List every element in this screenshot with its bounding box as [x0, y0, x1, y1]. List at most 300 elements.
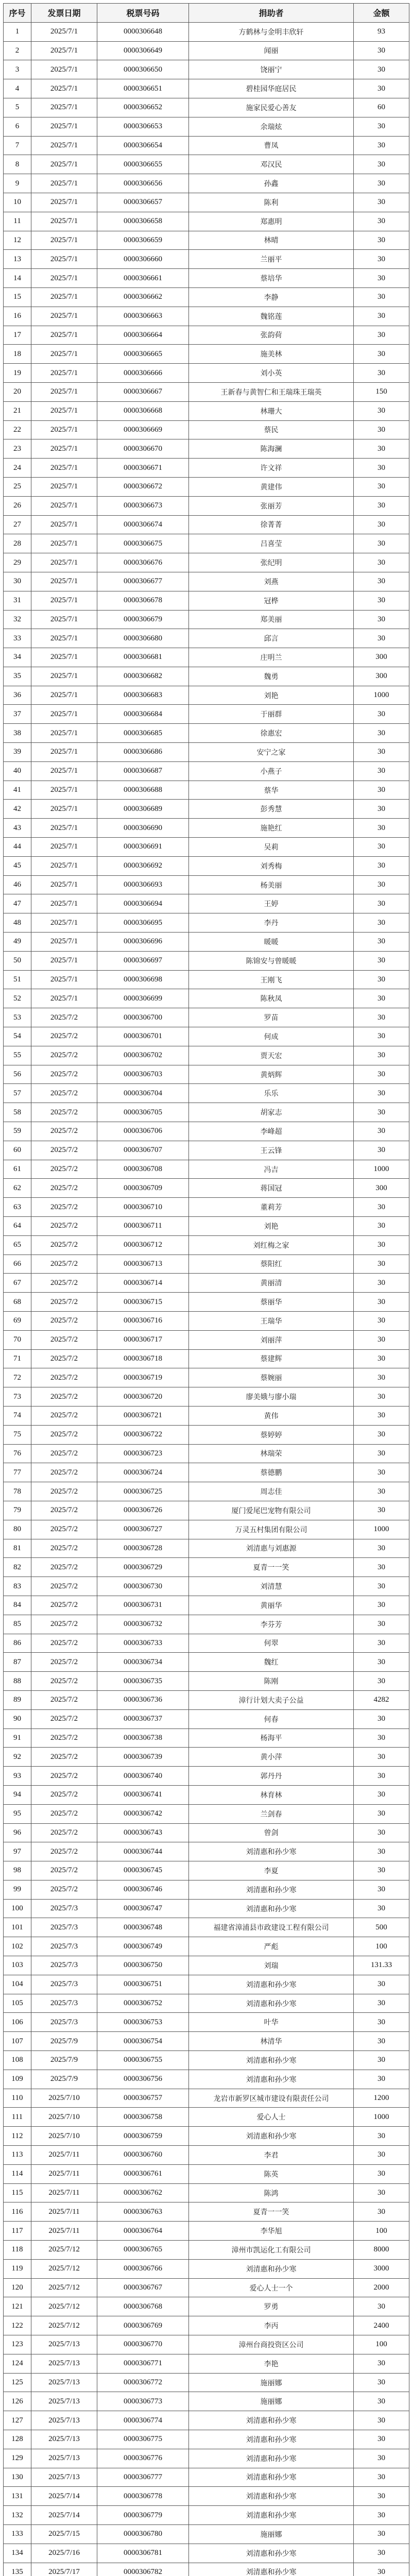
cell-donor: 林瑞荣: [189, 1444, 354, 1463]
cell-serial: 72: [4, 1368, 31, 1387]
table-row: [4, 1672, 409, 1691]
cell-invoice-date: 2025/7/11: [31, 2164, 97, 2183]
cell-serial: 8: [4, 155, 31, 174]
table-row: [4, 913, 409, 933]
table-row: [4, 1861, 409, 1880]
cell-invoice-date: 2025/7/13: [31, 2373, 97, 2392]
cell-amount: 1000: [354, 2108, 409, 2127]
cell-invoice-number: 0000306725: [97, 1482, 189, 1501]
cell-donor: 刘清惠和孙少寒: [189, 1880, 354, 1899]
cell-amount: 1000: [354, 1520, 409, 1539]
cell-invoice-number: 0000306741: [97, 1785, 189, 1804]
cell-amount: 30: [354, 1027, 409, 1046]
cell-donor: 彭秀慧: [189, 800, 354, 819]
cell-serial: 116: [4, 2202, 31, 2222]
cell-invoice-date: 2025/7/1: [31, 79, 97, 98]
cell-serial: 112: [4, 2127, 31, 2146]
cell-amount: 30: [354, 875, 409, 894]
cell-invoice-date: 2025/7/1: [31, 60, 97, 79]
cell-invoice-number: 0000306760: [97, 2146, 189, 2165]
cell-invoice-date: 2025/7/2: [31, 1767, 97, 1786]
table-row: [4, 1956, 409, 1975]
cell-serial: 84: [4, 1596, 31, 1615]
table-row: [4, 2222, 409, 2241]
cell-donor: 廖美娥与廖小瑞: [189, 1387, 354, 1406]
table-row: [4, 1558, 409, 1577]
table-row: [4, 2032, 409, 2051]
cell-invoice-number: 0000306782: [97, 2563, 189, 2576]
cell-donor: 碧桂园华庭居民: [189, 79, 354, 98]
cell-invoice-date: 2025/7/1: [31, 933, 97, 952]
cell-invoice-number: 0000306650: [97, 60, 189, 79]
cell-invoice-date: 2025/7/2: [31, 1198, 97, 1217]
cell-invoice-date: 2025/7/2: [31, 1709, 97, 1728]
cell-invoice-date: 2025/7/3: [31, 1899, 97, 1918]
cell-donor: 蔡建辉: [189, 1349, 354, 1368]
table-row: [4, 2070, 409, 2089]
cell-invoice-date: 2025/7/1: [31, 894, 97, 913]
cell-serial: 83: [4, 1577, 31, 1596]
cell-serial: 113: [4, 2146, 31, 2165]
cell-donor: 蔡丽华: [189, 1293, 354, 1312]
cell-invoice-number: 0000306698: [97, 970, 189, 989]
cell-amount: 30: [354, 1634, 409, 1653]
table-row: [4, 79, 409, 98]
cell-donor: 刘清惠和孙少寒: [189, 2127, 354, 2146]
cell-invoice-date: 2025/7/2: [31, 1160, 97, 1179]
cell-serial: 15: [4, 287, 31, 307]
cell-amount: 150: [354, 382, 409, 401]
cell-donor: 林清华: [189, 2032, 354, 2051]
cell-serial: 38: [4, 724, 31, 743]
cell-amount: 30: [354, 1558, 409, 1577]
cell-invoice-number: 0000306684: [97, 705, 189, 724]
cell-invoice-date: 2025/7/2: [31, 1463, 97, 1482]
cell-serial: 34: [4, 648, 31, 667]
cell-invoice-number: 0000306709: [97, 1179, 189, 1198]
cell-invoice-number: 0000306753: [97, 2013, 189, 2032]
cell-invoice-number: 0000306721: [97, 1406, 189, 1425]
cell-invoice-number: 0000306692: [97, 856, 189, 875]
cell-invoice-date: 2025/7/11: [31, 2202, 97, 2222]
table-row: [4, 326, 409, 345]
cell-serial: 39: [4, 743, 31, 762]
cell-invoice-date: 2025/7/15: [31, 2524, 97, 2544]
cell-donor: 刘清惠和孙少寒: [189, 2070, 354, 2089]
cell-serial: 135: [4, 2563, 31, 2576]
cell-donor: 李峰超: [189, 1122, 354, 1141]
cell-serial: 101: [4, 1918, 31, 1937]
cell-invoice-number: 0000306778: [97, 2487, 189, 2506]
cell-invoice-date: 2025/7/2: [31, 1122, 97, 1141]
cell-amount: 30: [354, 1122, 409, 1141]
cell-amount: 30: [354, 856, 409, 875]
cell-invoice-number: 0000306689: [97, 800, 189, 819]
cell-serial: 120: [4, 2278, 31, 2297]
cell-invoice-number: 0000306669: [97, 420, 189, 439]
table-row: [4, 439, 409, 459]
cell-invoice-date: 2025/7/1: [31, 781, 97, 800]
cell-amount: 30: [354, 933, 409, 952]
table-row: [4, 1653, 409, 1672]
cell-serial: 16: [4, 307, 31, 326]
cell-amount: 30: [354, 1255, 409, 1274]
table-row: [4, 231, 409, 250]
table-row: [4, 1008, 409, 1027]
cell-amount: 30: [354, 1330, 409, 1349]
table-row: [4, 174, 409, 193]
cell-donor: 李丹: [189, 913, 354, 933]
cell-amount: 30: [354, 970, 409, 989]
cell-invoice-date: 2025/7/1: [31, 913, 97, 933]
cell-invoice-number: 0000306770: [97, 2335, 189, 2354]
cell-donor: 杨海平: [189, 1728, 354, 1748]
cell-invoice-number: 0000306724: [97, 1463, 189, 1482]
cell-amount: 300: [354, 667, 409, 686]
table-row: [4, 667, 409, 686]
table-row: [4, 1103, 409, 1122]
cell-invoice-number: 0000306738: [97, 1728, 189, 1748]
cell-amount: 30: [354, 2373, 409, 2392]
cell-amount: 30: [354, 1065, 409, 1084]
cell-invoice-number: 0000306722: [97, 1425, 189, 1444]
cell-invoice-number: 0000306676: [97, 553, 189, 572]
table-row: [4, 1899, 409, 1918]
cell-donor: 万灵五村集团有限公司: [189, 1520, 354, 1539]
cell-invoice-number: 0000306681: [97, 648, 189, 667]
cell-invoice-number: 0000306695: [97, 913, 189, 933]
cell-donor: 兰丽平: [189, 250, 354, 269]
cell-amount: 30: [354, 1653, 409, 1672]
cell-invoice-date: 2025/7/13: [31, 2449, 97, 2468]
cell-donor: 罗苗: [189, 1008, 354, 1027]
table-row: [4, 287, 409, 307]
table-row: [4, 1577, 409, 1596]
cell-serial: 29: [4, 553, 31, 572]
cell-invoice-date: 2025/7/1: [31, 800, 97, 819]
cell-serial: 124: [4, 2354, 31, 2373]
cell-invoice-date: 2025/7/1: [31, 875, 97, 894]
cell-invoice-number: 0000306762: [97, 2183, 189, 2202]
table-row: [4, 743, 409, 762]
cell-donor: 蔡德鹏: [189, 1463, 354, 1482]
cell-invoice-number: 0000306768: [97, 2297, 189, 2316]
cell-donor: 刘清惠和孙少寒: [189, 2259, 354, 2278]
table-row: [4, 2392, 409, 2411]
cell-amount: 30: [354, 1577, 409, 1596]
cell-amount: 30: [354, 2430, 409, 2449]
cell-invoice-date: 2025/7/1: [31, 572, 97, 591]
cell-amount: 30: [354, 2051, 409, 2070]
cell-serial: 2: [4, 41, 31, 60]
cell-serial: 98: [4, 1861, 31, 1880]
table-row: [4, 989, 409, 1008]
cell-serial: 36: [4, 686, 31, 705]
table-row: [4, 2278, 409, 2297]
cell-invoice-date: 2025/7/1: [31, 269, 97, 288]
cell-invoice-number: 0000306677: [97, 572, 189, 591]
cell-serial: 117: [4, 2222, 31, 2241]
cell-invoice-date: 2025/7/14: [31, 2506, 97, 2525]
table-row: [4, 1501, 409, 1520]
table-row: [4, 2146, 409, 2165]
cell-amount: 30: [354, 572, 409, 591]
cell-serial: 58: [4, 1103, 31, 1122]
cell-amount: 30: [354, 2487, 409, 2506]
table-row: [4, 1084, 409, 1103]
cell-amount: 60: [354, 98, 409, 117]
cell-amount: 1000: [354, 1160, 409, 1179]
cell-donor: 黄小萍: [189, 1748, 354, 1767]
cell-amount: 30: [354, 2411, 409, 2430]
cell-invoice-number: 0000306769: [97, 2316, 189, 2335]
cell-serial: 96: [4, 1823, 31, 1842]
cell-invoice-date: 2025/7/2: [31, 1577, 97, 1596]
table-row: [4, 705, 409, 724]
table-row: [4, 800, 409, 819]
cell-donor: 刘清惠和孙少寒: [189, 1842, 354, 1861]
cell-invoice-date: 2025/7/1: [31, 553, 97, 572]
cell-amount: 30: [354, 1615, 409, 1634]
cell-amount: 30: [354, 515, 409, 534]
table-row: [4, 1179, 409, 1198]
cell-invoice-date: 2025/7/1: [31, 22, 97, 41]
cell-invoice-number: 0000306731: [97, 1596, 189, 1615]
cell-invoice-number: 0000306766: [97, 2259, 189, 2278]
cell-amount: 30: [354, 705, 409, 724]
cell-invoice-number: 0000306648: [97, 22, 189, 41]
table-body: [4, 22, 409, 2576]
cell-invoice-number: 0000306734: [97, 1653, 189, 1672]
cell-invoice-date: 2025/7/1: [31, 307, 97, 326]
cell-amount: 30: [354, 1539, 409, 1558]
cell-donor: 吕喜莹: [189, 534, 354, 553]
cell-invoice-number: 0000306707: [97, 1141, 189, 1160]
cell-donor: 徐菁菁: [189, 515, 354, 534]
table-header: [4, 4, 409, 23]
cell-amount: 30: [354, 1198, 409, 1217]
cell-invoice-date: 2025/7/2: [31, 1672, 97, 1691]
cell-amount: 30: [354, 1842, 409, 1861]
cell-serial: 9: [4, 174, 31, 193]
cell-invoice-date: 2025/7/1: [31, 136, 97, 155]
table-row: [4, 1520, 409, 1539]
table-row: [4, 951, 409, 970]
cell-donor: 贾天宏: [189, 1046, 354, 1065]
cell-donor: 刘清惠和孙少寒: [189, 1975, 354, 1994]
cell-invoice-date: 2025/7/1: [31, 459, 97, 478]
table-row: [4, 1748, 409, 1767]
cell-invoice-number: 0000306701: [97, 1027, 189, 1046]
cell-invoice-date: 2025/7/1: [31, 743, 97, 762]
cell-donor: 刘红梅之家: [189, 1235, 354, 1255]
cell-invoice-date: 2025/7/2: [31, 1084, 97, 1103]
cell-amount: 131.33: [354, 1956, 409, 1975]
cell-invoice-date: 2025/7/1: [31, 439, 97, 459]
cell-amount: 30: [354, 2506, 409, 2525]
cell-amount: 30: [354, 761, 409, 781]
cell-serial: 126: [4, 2392, 31, 2411]
table-row: [4, 1406, 409, 1425]
cell-donor: 蔡阳红: [189, 1255, 354, 1274]
cell-donor: 施丽娜: [189, 2524, 354, 2544]
table-row: [4, 1482, 409, 1501]
cell-amount: 30: [354, 1349, 409, 1368]
cell-amount: 1200: [354, 2089, 409, 2108]
cell-invoice-date: 2025/7/1: [31, 705, 97, 724]
cell-invoice-date: 2025/7/1: [31, 364, 97, 383]
cell-serial: 103: [4, 1956, 31, 1975]
cell-serial: 81: [4, 1539, 31, 1558]
cell-invoice-date: 2025/7/9: [31, 2070, 97, 2089]
cell-serial: 35: [4, 667, 31, 686]
cell-invoice-date: 2025/7/2: [31, 1141, 97, 1160]
cell-donor: 郭丹丹: [189, 1767, 354, 1786]
cell-invoice-number: 0000306740: [97, 1767, 189, 1786]
cell-amount: 30: [354, 1880, 409, 1899]
cell-invoice-number: 0000306697: [97, 951, 189, 970]
cell-donor: 何成: [189, 1027, 354, 1046]
cell-serial: 104: [4, 1975, 31, 1994]
cell-amount: 100: [354, 2335, 409, 2354]
cell-amount: 30: [354, 1728, 409, 1748]
cell-serial: 33: [4, 629, 31, 648]
table-row: [4, 2373, 409, 2392]
cell-amount: 30: [354, 1008, 409, 1027]
cell-donor: 李夏: [189, 1861, 354, 1880]
cell-serial: 62: [4, 1179, 31, 1198]
cell-amount: 8000: [354, 2241, 409, 2260]
cell-invoice-number: 0000306781: [97, 2544, 189, 2563]
table-row: [4, 515, 409, 534]
cell-amount: 1000: [354, 686, 409, 705]
table-row: [4, 1709, 409, 1728]
cell-invoice-date: 2025/7/2: [31, 1065, 97, 1084]
cell-serial: 125: [4, 2373, 31, 2392]
cell-invoice-date: 2025/7/1: [31, 591, 97, 610]
table-row: [4, 1634, 409, 1653]
cell-serial: 70: [4, 1330, 31, 1349]
cell-invoice-number: 0000306727: [97, 1520, 189, 1539]
cell-invoice-number: 0000306693: [97, 875, 189, 894]
table-row: [4, 496, 409, 515]
cell-amount: 30: [354, 534, 409, 553]
cell-serial: 53: [4, 1008, 31, 1027]
cell-invoice-number: 0000306653: [97, 117, 189, 136]
cell-invoice-date: 2025/7/12: [31, 2297, 97, 2316]
cell-invoice-number: 0000306668: [97, 401, 189, 420]
cell-invoice-number: 0000306750: [97, 1956, 189, 1975]
cell-serial: 89: [4, 1690, 31, 1709]
cell-serial: 65: [4, 1235, 31, 1255]
table-row: [4, 345, 409, 364]
cell-invoice-number: 0000306773: [97, 2392, 189, 2411]
cell-amount: 3000: [354, 2259, 409, 2278]
cell-donor: 严彪: [189, 1937, 354, 1956]
cell-invoice-number: 0000306657: [97, 193, 189, 212]
cell-invoice-number: 0000306780: [97, 2524, 189, 2544]
cell-amount: 30: [354, 2146, 409, 2165]
cell-serial: 132: [4, 2506, 31, 2525]
cell-invoice-number: 0000306661: [97, 269, 189, 288]
cell-invoice-date: 2025/7/2: [31, 1690, 97, 1709]
cell-donor: 乐乐: [189, 1084, 354, 1103]
cell-invoice-date: 2025/7/1: [31, 174, 97, 193]
cell-invoice-date: 2025/7/14: [31, 2487, 97, 2506]
cell-donor: 刘清惠和孙少寒: [189, 2411, 354, 2430]
cell-serial: 55: [4, 1046, 31, 1065]
cell-amount: 30: [354, 420, 409, 439]
cell-invoice-date: 2025/7/1: [31, 41, 97, 60]
table-row: [4, 155, 409, 174]
table-row: [4, 553, 409, 572]
cell-invoice-number: 0000306737: [97, 1709, 189, 1728]
cell-invoice-number: 0000306723: [97, 1444, 189, 1463]
table-row: [4, 629, 409, 648]
cell-invoice-date: 2025/7/1: [31, 856, 97, 875]
cell-invoice-number: 0000306710: [97, 1198, 189, 1217]
cell-invoice-number: 0000306706: [97, 1122, 189, 1141]
cell-invoice-date: 2025/7/1: [31, 212, 97, 231]
cell-invoice-date: 2025/7/2: [31, 1634, 97, 1653]
cell-invoice-date: 2025/7/2: [31, 1103, 97, 1122]
cell-invoice-date: 2025/7/2: [31, 1293, 97, 1312]
cell-amount: 2000: [354, 2278, 409, 2297]
cell-donor: 于丽群: [189, 705, 354, 724]
cell-amount: 30: [354, 1425, 409, 1444]
cell-serial: 21: [4, 401, 31, 420]
table-row: [4, 1217, 409, 1236]
cell-serial: 22: [4, 420, 31, 439]
cell-serial: 52: [4, 989, 31, 1008]
table-row: [4, 819, 409, 838]
table-row: [4, 2127, 409, 2146]
cell-serial: 69: [4, 1311, 31, 1330]
cell-amount: 30: [354, 1861, 409, 1880]
table-row: [4, 2335, 409, 2354]
cell-invoice-date: 2025/7/11: [31, 2222, 97, 2241]
cell-invoice-number: 0000306754: [97, 2032, 189, 2051]
table-row: [4, 1027, 409, 1046]
cell-invoice-number: 0000306682: [97, 667, 189, 686]
table-row: [4, 1425, 409, 1444]
cell-serial: 74: [4, 1406, 31, 1425]
cell-donor: 陈利: [189, 193, 354, 212]
cell-invoice-number: 0000306656: [97, 174, 189, 193]
cell-invoice-number: 0000306729: [97, 1558, 189, 1577]
table-row: [4, 459, 409, 478]
cell-invoice-number: 0000306715: [97, 1293, 189, 1312]
cell-amount: 30: [354, 2013, 409, 2032]
table-row: [4, 2506, 409, 2525]
table-row: [4, 1539, 409, 1558]
cell-invoice-number: 0000306691: [97, 838, 189, 857]
cell-invoice-date: 2025/7/2: [31, 1728, 97, 1748]
cell-donor: 厦门爱尾巴宠物有限公司: [189, 1501, 354, 1520]
table-row: [4, 1918, 409, 1937]
cell-invoice-date: 2025/7/1: [31, 155, 97, 174]
cell-invoice-number: 0000306777: [97, 2468, 189, 2487]
cell-serial: 40: [4, 761, 31, 781]
cell-donor: 蔡培华: [189, 269, 354, 288]
cell-serial: 48: [4, 913, 31, 933]
cell-serial: 128: [4, 2430, 31, 2449]
cell-invoice-date: 2025/7/1: [31, 477, 97, 496]
cell-invoice-number: 0000306726: [97, 1501, 189, 1520]
cell-serial: 93: [4, 1767, 31, 1786]
table-row: [4, 1728, 409, 1748]
cell-donor: 小燕子: [189, 761, 354, 781]
